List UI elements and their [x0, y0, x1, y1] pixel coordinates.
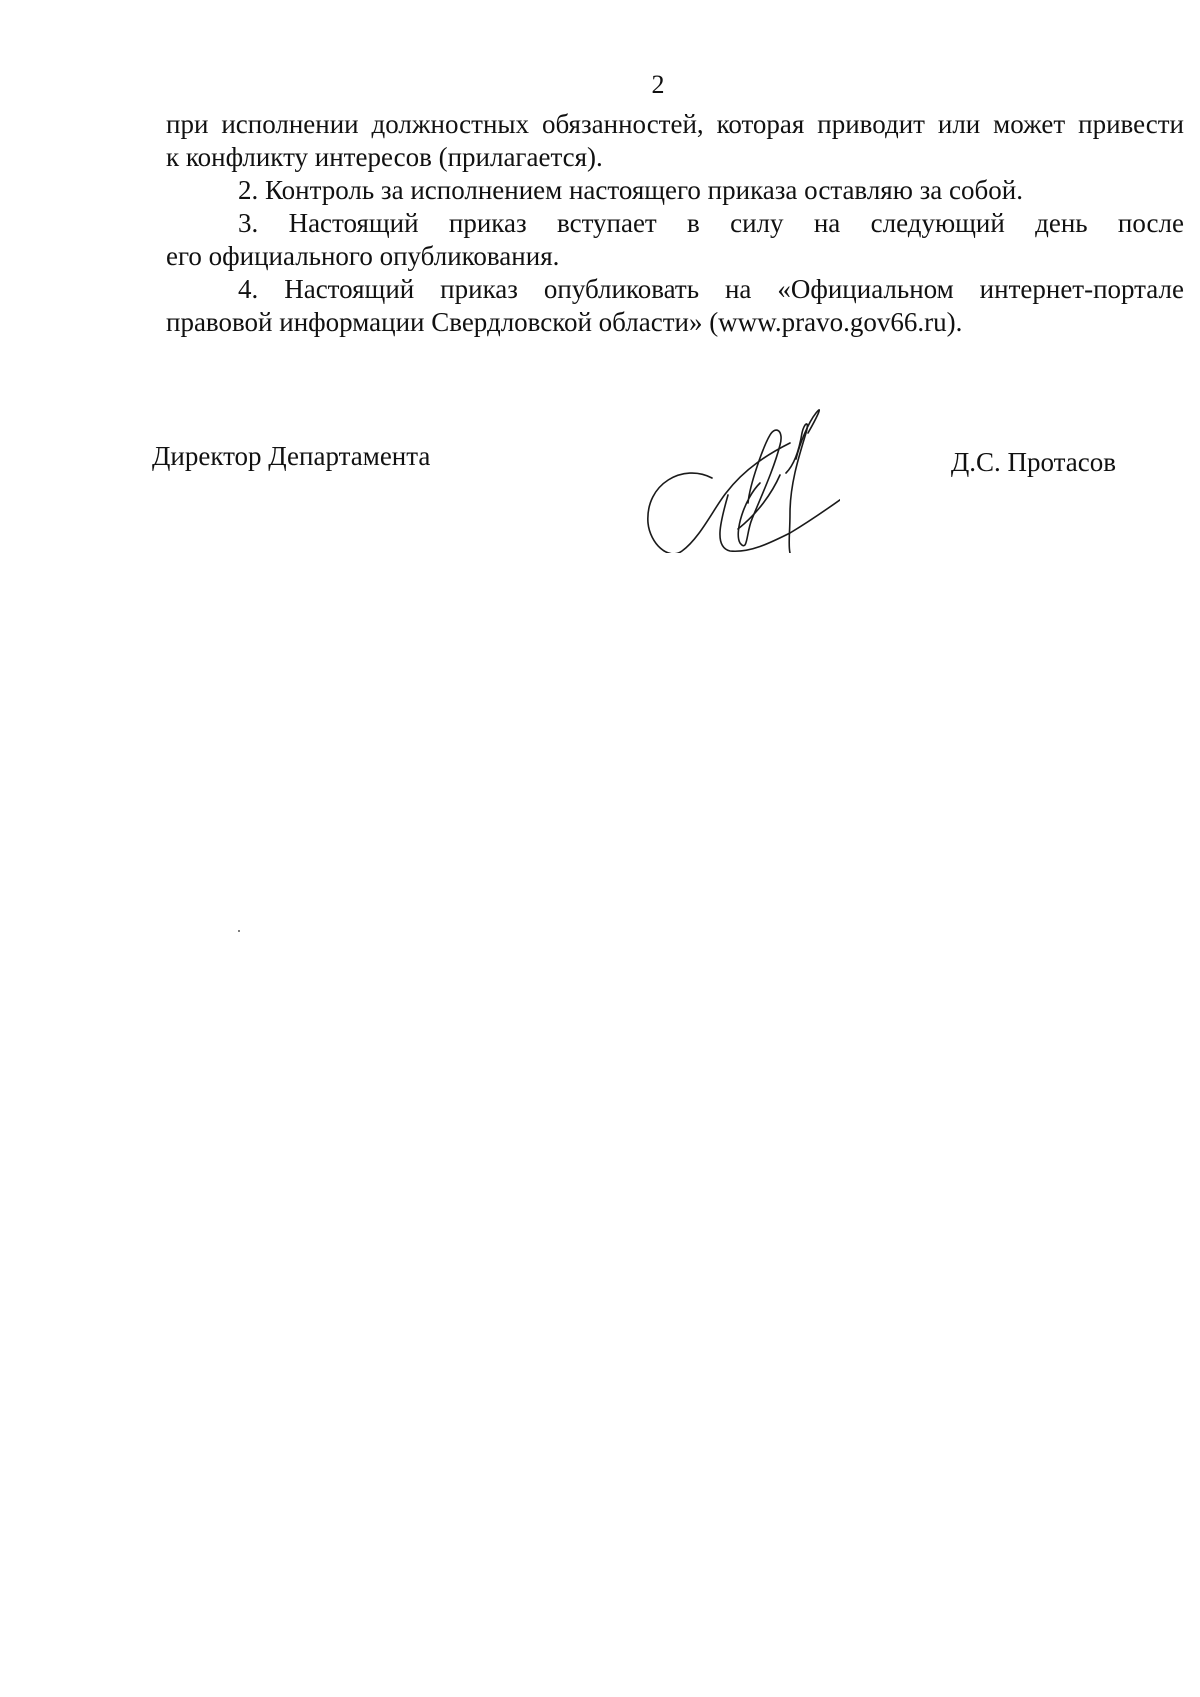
signer-name: Д.С. Протасов: [950, 447, 1116, 477]
page-number: 2: [651, 70, 665, 99]
paragraph-1-line-1: при исполнении должностных обязанностей, которая приводит или может привести: [166, 109, 1184, 139]
paragraph-4-line-2: правовой информации Свердловской области» (www.pravo.gov66.ru).: [166, 307, 963, 337]
document-body: [166, 108, 1184, 339]
paragraph-1-line-2: к конфликту интересов (прилагается).: [166, 142, 603, 172]
signer-position: Директор Департамента: [152, 441, 431, 471]
signature-block: [0, 440, 1200, 560]
paragraph-4-line-1: 4. Настоящий приказ опубликовать на «Официальном интернет-портале: [238, 274, 1184, 304]
paragraph-3-line-1: 3. Настоящий приказ вступает в силу на следующий день после: [238, 208, 1184, 238]
scan-speck: [238, 930, 240, 932]
handwritten-signature-icon: [640, 383, 840, 553]
paragraph-2: 2. Контроль за исполнением настоящего приказа оставляю за собой.: [238, 175, 1023, 205]
paragraph-3-line-2: его официального опубликования.: [166, 241, 560, 271]
